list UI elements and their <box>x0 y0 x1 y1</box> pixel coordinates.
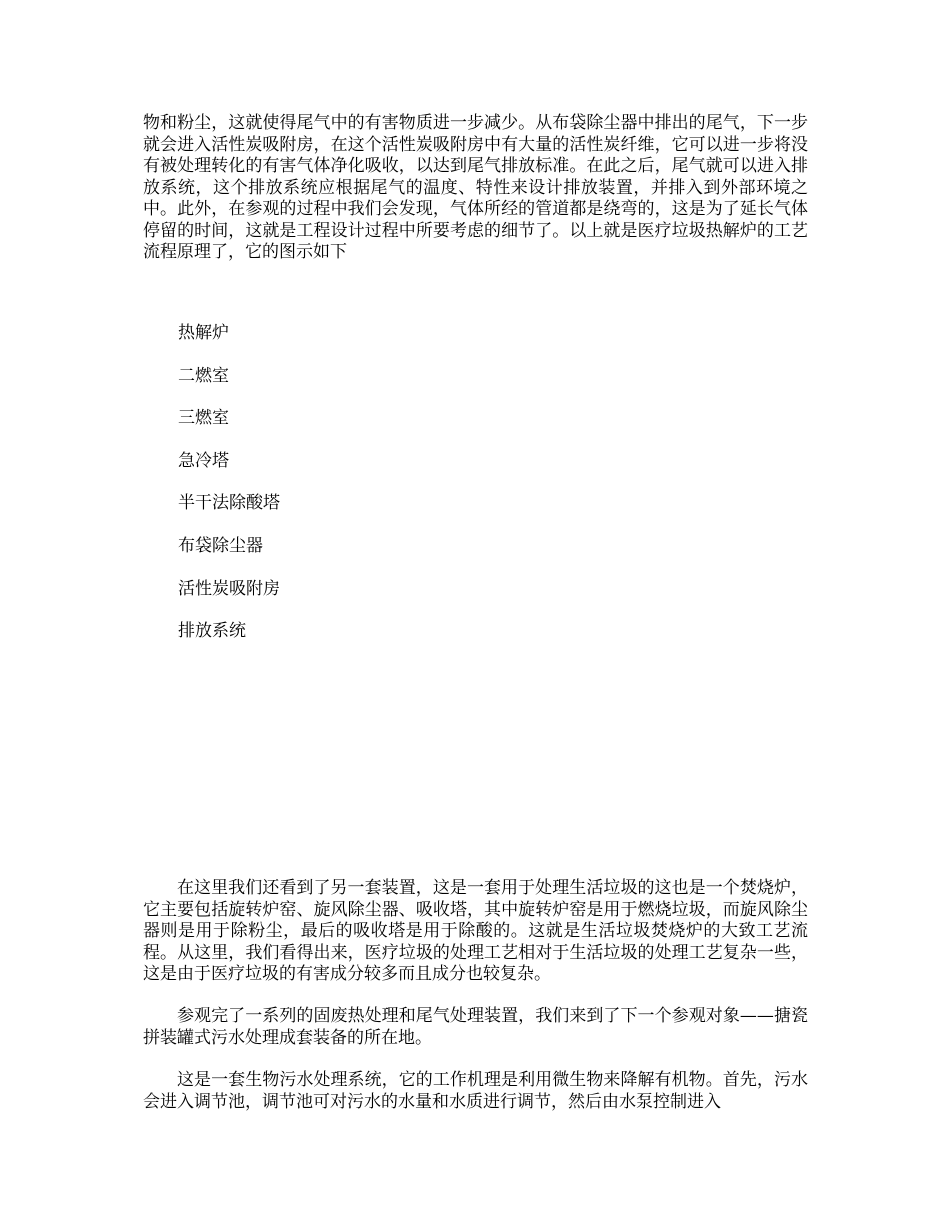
flow-step: 排放系统 <box>178 621 246 642</box>
flow-step: 三燃室 <box>178 408 229 429</box>
paragraph-visit: 参观完了一系列的固废热处理和尾气处理装置，我们来到了下一个参观对象——搪瓷拼装罐式污水处理成套装备的所在地。 <box>143 1006 808 1048</box>
flow-step: 布袋除尘器 <box>178 535 263 556</box>
paragraph-incinerator: 在这里我们还看到了另一套装置，这是一套用于处理生活垃圾的这也是一个焚烧炉，它主要包括旋转炉窑、旋风除尘器、吸收塔，其中旋转炉窑是用于燃烧垃圾，而旋风除尘器则是用于除粉尘，最后的吸收塔是用于除酸的。这就是生活垃圾焚烧炉的大致工艺流程。从这里，我们看得出来，医疗垃圾的处理工艺相对于生活垃圾的处理工艺复杂一些，这是由于医疗垃圾的有害成分较多而且成分也较复杂。 <box>143 878 808 984</box>
process-flow-list <box>178 323 280 664</box>
flow-step: 半干法除酸塔 <box>178 493 280 514</box>
flow-step: 急冷塔 <box>178 450 229 471</box>
paragraph-intro: 物和粉尘，这就使得尾气中的有害物质进一步减少。从布袋除尘器中排出的尾气，下一步就会进入活性炭吸附房，在这个活性炭吸附房中有大量的活性炭纤维，它可以进一步将没有被处理转化的有害气体净化吸收，以达到尾气排放标准。在此之后，尾气就可以进入排放系统，这个排放系统应根据尾气的温度、特性来设计排放装置，并排入到外部环境之中。此外，在参观的过程中我们会发现，气体所经的管道都是绕弯的，这是为了延长气体停留的时间，这就是工程设计过程中所要考虑的细节了。以上就是医疗垃圾热解炉的工艺流程原理了，它的图示如下 <box>143 113 808 262</box>
paragraph-bio-treatment: 这是一套生物污水处理系统，它的工作机理是利用微生物来降解有机物。首先，污水会进入调节池，调节池可对污水的水量和水质进行调节，然后由水泵控制进入 <box>143 1070 808 1112</box>
flow-step: 二燃室 <box>178 365 229 386</box>
flow-step: 热解炉 <box>178 323 229 343</box>
flow-step: 活性炭吸附房 <box>178 578 280 599</box>
